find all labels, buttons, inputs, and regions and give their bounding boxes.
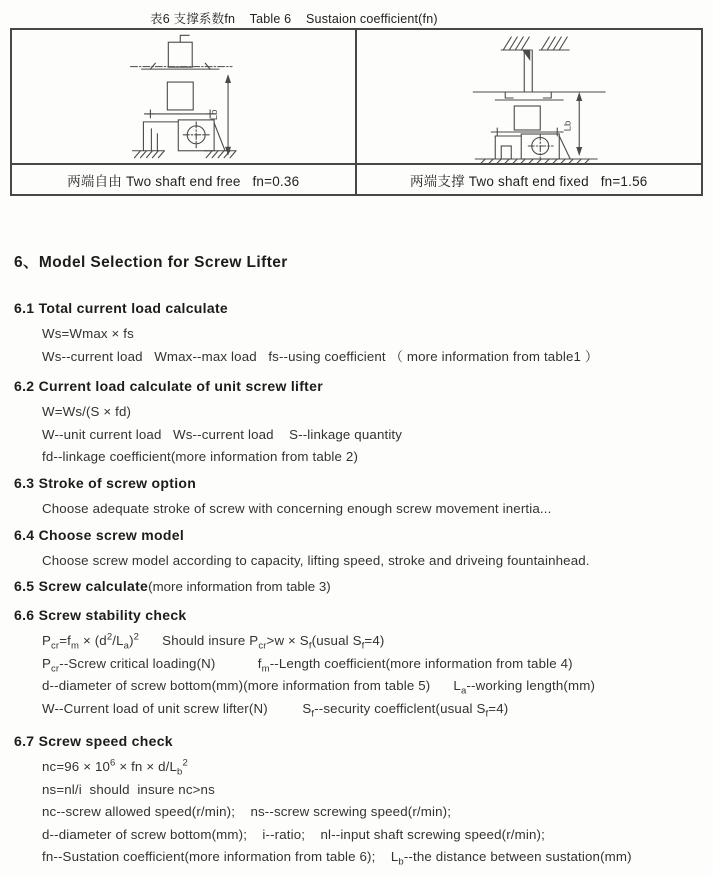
formula-line: $P_{cr}=f_m \times (d^2/L_a)^2$ Should insure $P_{cr}>w$ × $S_f(usual$ $S_f=4$) <box>42 631 385 652</box>
subsection-heading <box>14 299 705 318</box>
dim-label-lb-left: Lb <box>209 109 221 121</box>
section-heading: 6、Model Selection for Screw Lifter <box>14 254 288 271</box>
table6-title: 表6 支撑系数fn Table 6 Sustaion coefficient(fn) <box>150 12 438 26</box>
subsection-number: 6.5 <box>14 578 35 594</box>
subsection-6-2 <box>14 377 705 469</box>
subsection-title: Screw speed check <box>38 733 173 749</box>
subsection-heading <box>14 732 705 751</box>
subsection-6-4 <box>14 526 705 573</box>
subsection-number: 6.2 <box>14 378 35 394</box>
subsection-6-3 <box>14 474 705 521</box>
definition-line: $P_{cr}-$-Screw critical loading(N) $f_m-$-Length coefficient(more information from table 4) <box>42 655 573 675</box>
definition-line: W--Current load of unit screw lifter(N) $S_f-$-security coefficlent(usual $S_f=4$) <box>42 700 509 720</box>
formula-line: W=Ws/(S × fd) <box>42 404 132 419</box>
definition-line: d--diameter of screw bottom(mm); i--ratio; nl--input shaft screwing speed(r/min); <box>42 826 545 842</box>
definition-line: W--unit current load Ws--current load S--linkage quantity <box>42 426 403 442</box>
formula-line: $nc=96 \times 10^6$ × fn × $d/L_b^2$ <box>42 757 188 778</box>
subsection-heading <box>14 474 705 493</box>
body-line: Choose screw model according to capacity, lifting speed, stroke and driveing fountainhead. <box>42 553 590 568</box>
formula-line: Ws=Wmax × fs <box>42 326 134 341</box>
subsection-number: 6.3 <box>14 475 35 491</box>
body-line: Choose adequate stroke of screw with concerning enough screw movement inertia... <box>42 501 552 516</box>
subsection-6-6 <box>14 606 705 720</box>
definition-line: nc--screw allowed speed(r/min); ns--screw screwing speed(r/min); <box>42 804 452 819</box>
subsection-number: 6.1 <box>14 300 35 316</box>
definition-line: Ws--current load Wmax--max load fs--using coefficient （ more information from table1 ） <box>42 348 599 364</box>
definition-line: d--diameter of screw bottom(mm)(more information from table 5) $L_a-$-working length(mm) <box>42 678 596 697</box>
subsection-6-1 <box>14 299 705 368</box>
subsection-title: Total current load calculate <box>38 300 228 316</box>
subsection-title: Choose screw model <box>38 527 185 543</box>
formula-line: ns=nl/i should insure nc>ns <box>42 781 215 797</box>
subsection-6-5 <box>14 577 705 596</box>
subsection-heading <box>14 577 705 596</box>
subsection-number: 6.7 <box>14 733 35 749</box>
definition-line: fd--linkage coefficient(more information from table 2) <box>42 449 359 464</box>
subsection-title: Stroke of screw option <box>38 475 197 491</box>
subsection-heading <box>14 377 705 396</box>
subsection-number: 6.4 <box>14 527 35 543</box>
subsection-title-suffix: (more information from table 3) <box>148 579 331 594</box>
definition-line: fn--Sustation coefficient(more information from table 6); $L_b-$-the distance between sustation(mm) <box>42 849 632 868</box>
subsection-title: Screw stability check <box>38 607 187 623</box>
subsection-heading <box>14 526 705 545</box>
subsection-6-7 <box>14 732 705 869</box>
caption-text: 两端支撑 Two shaft end fixed fn=1.56 <box>409 173 648 189</box>
dim-label-lb-right: Lb <box>561 120 573 132</box>
subsection-title: Screw calculate <box>38 578 149 594</box>
subsection-title: Current load calculate of unit screw lifter <box>38 378 323 394</box>
caption-text: 两端自由 Two shaft end free fn=0.36 <box>67 173 300 189</box>
subsection-heading <box>14 606 705 625</box>
subsection-number: 6.6 <box>14 607 35 623</box>
